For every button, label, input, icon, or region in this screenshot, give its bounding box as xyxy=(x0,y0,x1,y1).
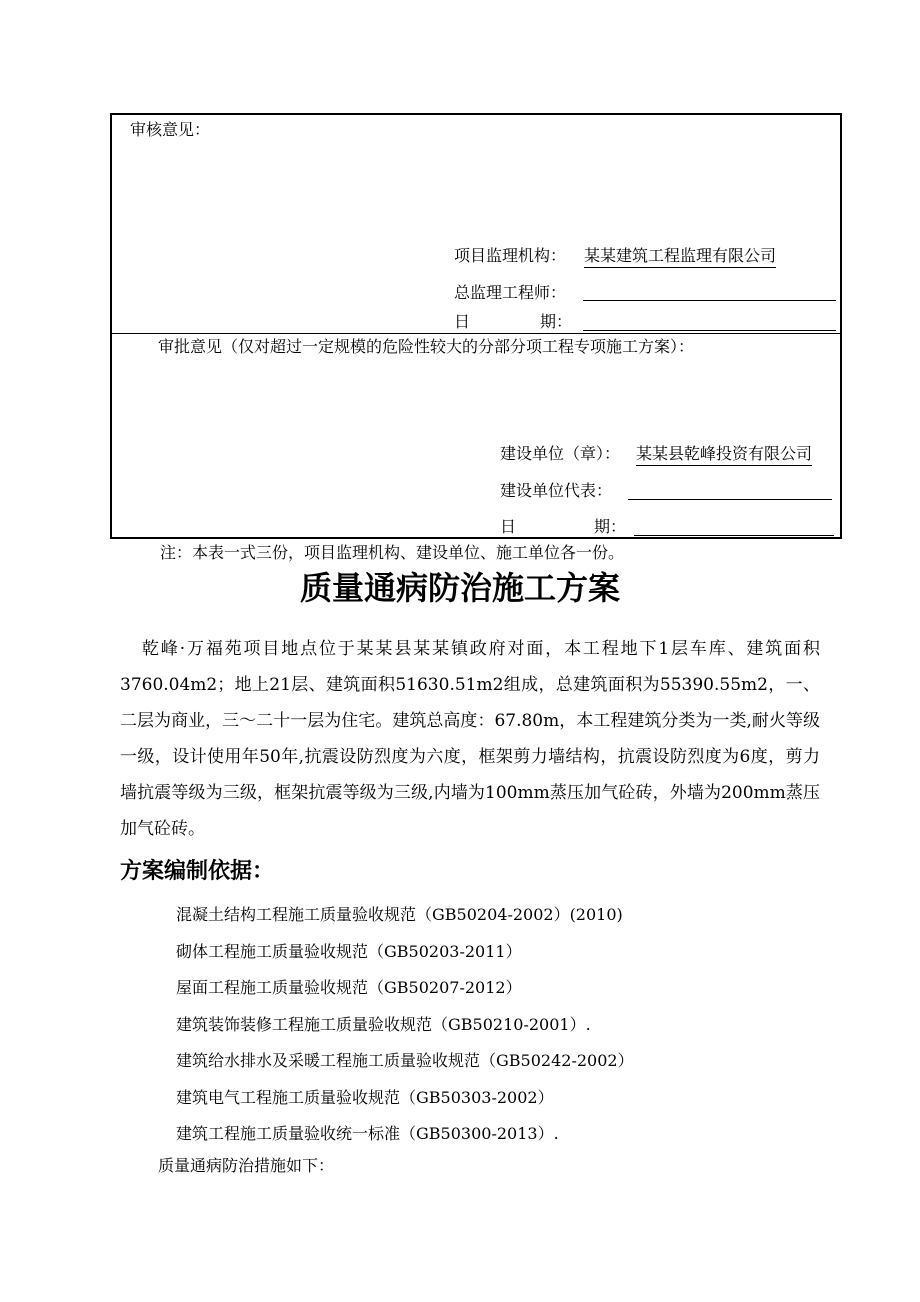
supervision-org-value: 某某建筑工程监理有限公司 xyxy=(584,246,776,268)
basis-item: 混凝土结构工程施工质量验收规范（GB50204-2002）(2010) xyxy=(176,905,623,924)
approval-date-label-period: 期： xyxy=(594,517,627,536)
basis-item: 建筑给水排水及采暖工程施工质量验收规范（GB50242-2002） xyxy=(176,1051,634,1070)
approval-date-label-day: 日 xyxy=(500,517,517,536)
construction-unit-label: 建设单位（章）： xyxy=(500,444,621,463)
measures-intro: 质量通病防治措施如下： xyxy=(158,1156,335,1175)
chief-engineer-blank xyxy=(583,300,836,301)
review-date-blank xyxy=(583,330,836,331)
approval-date-blank xyxy=(634,535,834,536)
document-title: 质量通病防治施工方案 xyxy=(299,569,620,607)
review-approval-table xyxy=(110,113,842,539)
review-label: 审核意见： xyxy=(130,120,211,139)
unit-representative-blank xyxy=(628,499,832,500)
review-date-label-period: 期： xyxy=(540,312,573,331)
basis-item: 屋面工程施工质量验收规范（GB50207-2012） xyxy=(176,978,522,997)
basis-item: 建筑电气工程施工质量验收规范（GB50303-2002） xyxy=(176,1087,554,1107)
supervision-org-label: 项目监理机构： xyxy=(454,246,567,265)
basis-item: 建筑装饰装修工程施工质量验收规范（GB50210-2001）. xyxy=(176,1014,591,1034)
chief-engineer-label: 总监理工程师： xyxy=(454,283,567,302)
unit-representative-label: 建设单位代表： xyxy=(500,481,613,500)
table-note: 注：本表一式三份，项目监理机构、建设单位、施工单位各一份。 xyxy=(160,543,625,562)
construction-unit-value: 某某县乾峰投资有限公司 xyxy=(636,444,812,466)
table-row-divider xyxy=(112,333,840,334)
project-intro-paragraph: 乾峰·万福苑项目地点位于某某县某某镇政府对面，本工程地下1层车库、建筑面积3760.04m2；地上21层、建筑面积51630.51m2组成，总建筑面积为55390.55m2，一、二层为商业，三～二十一层为住宅。建筑总高度：67.80m，本工程建筑分类为一类,耐火等级一级，设计使用年50年,抗震设防烈度为六度，框架剪力墙结构，抗震设防烈度为6度，剪力墙抗震等级为三级，框架抗震等级为三级,内墙为100mm蒸压加气砼砖，外墙为200mm蒸压加气砼砖。 xyxy=(120,639,820,839)
basis-item: 砌体工程施工质量验收规范（GB50203-2011） xyxy=(176,941,522,961)
basis-list xyxy=(176,897,634,1153)
basis-item: 建筑工程施工质量验收统一标准（GB50300-2013）. xyxy=(176,1124,559,1143)
basis-heading: 方案编制依据： xyxy=(120,859,275,884)
approval-label: 审批意见（仅对超过一定规模的危险性较大的分部分项工程专项施工方案）： xyxy=(158,337,695,356)
review-date-label-day: 日 xyxy=(454,312,471,331)
